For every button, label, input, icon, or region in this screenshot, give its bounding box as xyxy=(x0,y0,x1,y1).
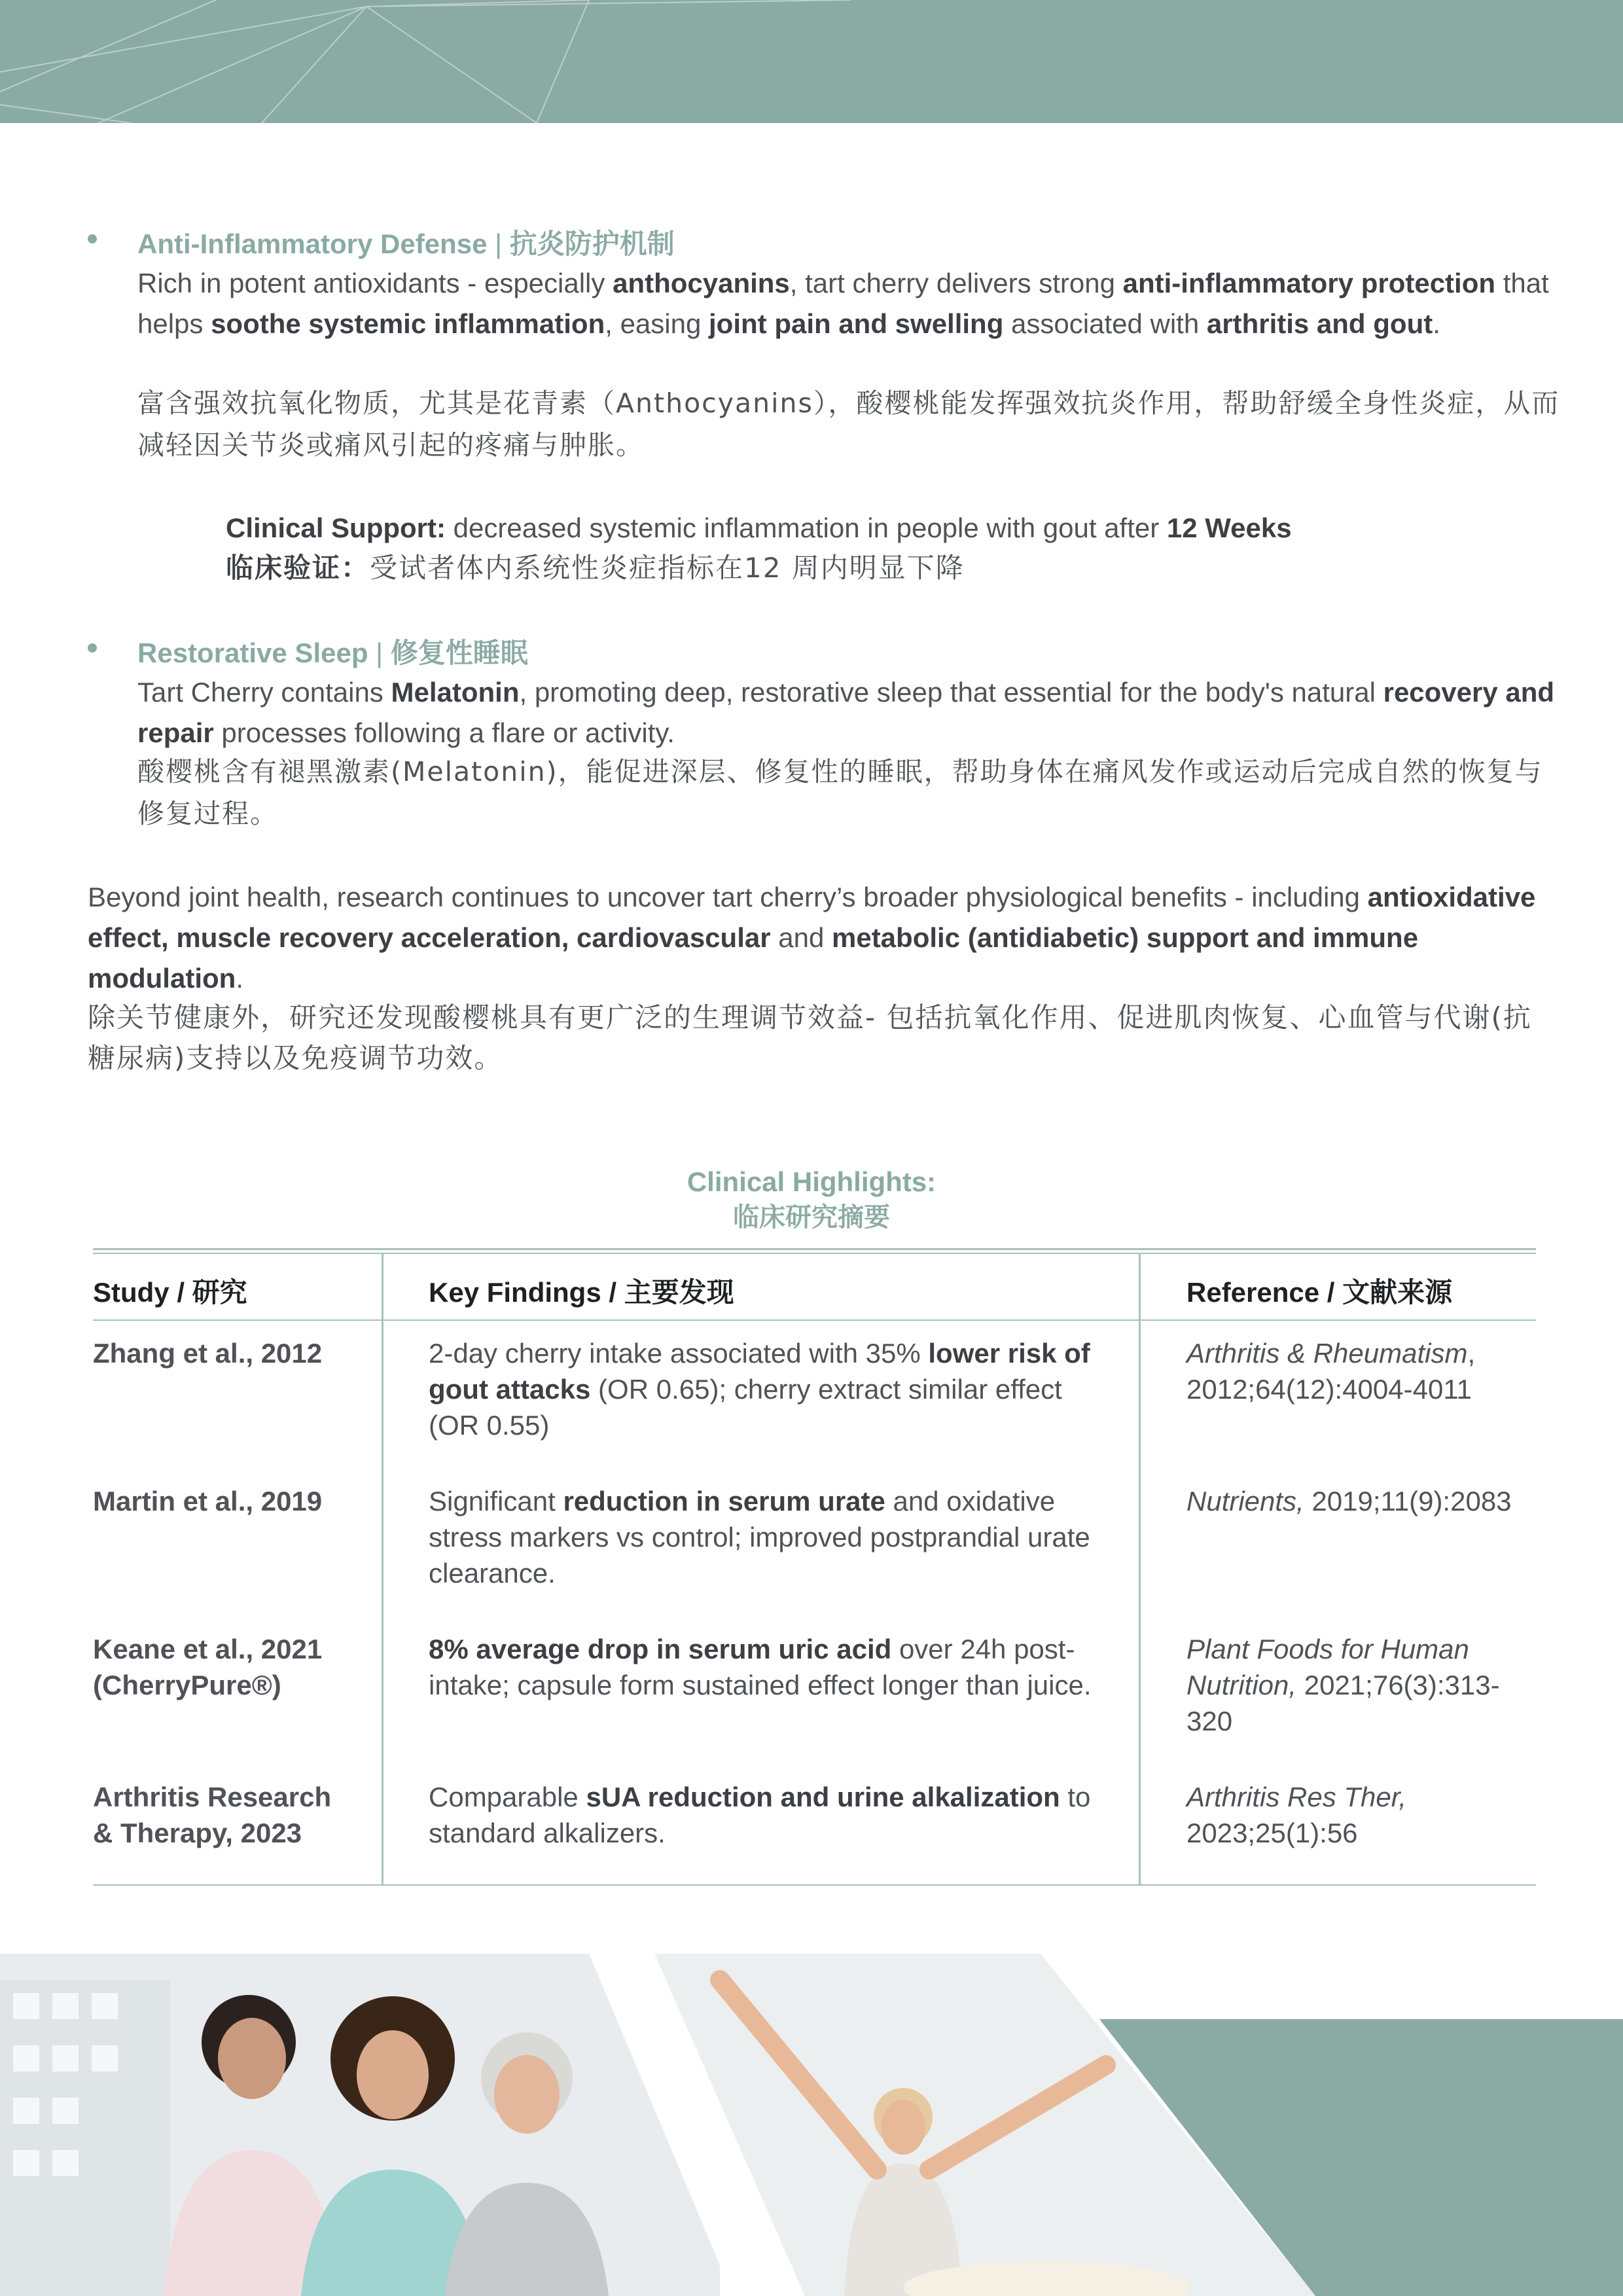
section-body-en: Rich in potent antioxidants - especially anthocyanins, tart cherry delivers strong anti-inflammatory protection that helps soothe systemic inflammation, easing joint pain and swelling associated with arthritis and gout. xyxy=(137,268,1549,339)
table-header-findings: Key Findings / 主要发现 xyxy=(429,1277,734,1308)
section-body-zh: 酸樱桃含有褪黑激素(Melatonin)，能促进深层、修复性的睡眠，帮助身体在痛风发作或运动后完成自然的恢复与修复过程。 xyxy=(137,756,1543,829)
highlights-title-en: Clinical Highlights: xyxy=(687,1166,936,1197)
beyond-paragraph-zh: 除关节健康外，研究还发现酸樱桃具有更广泛的生理调节效益- 包括抗氧化作用、促进肌肉恢复、心血管与代谢(抗糖尿病)支持以及免疫调节功效。 xyxy=(88,1001,1532,1074)
table-header-reference: Reference / 文献来源 xyxy=(1186,1277,1453,1308)
header-band xyxy=(0,0,1623,123)
section-title-en: Anti-Inflammatory Defense xyxy=(137,228,488,259)
beyond-paragraph-en: Beyond joint health, research continues to uncover tart cherry’s broader physiological benefits - including antioxidative effect, muscle recovery acceleration, cardiovascular and metabolic (antidiabetic) support and immune modulation. xyxy=(88,882,1536,994)
geometric-lines-decoration xyxy=(0,0,1623,123)
section-title xyxy=(137,632,528,671)
table-top-rule-inner xyxy=(93,1253,1536,1254)
photo-collage xyxy=(0,1954,1623,2296)
photo-collage-art xyxy=(0,1954,1623,2296)
table-cell-study: Arthritis Research & Therapy, 2023 xyxy=(93,1782,332,1848)
section-title xyxy=(137,223,675,262)
table-cell-reference: Plant Foods for Human Nutrition, 2021;76(3):313-320 xyxy=(1186,1634,1500,1736)
table-header-study: Study / 研究 xyxy=(93,1277,247,1308)
table-cell-study: Zhang et al., 2012 xyxy=(93,1338,323,1369)
table-divider xyxy=(382,1254,383,1884)
table-header-rule xyxy=(93,1319,1536,1321)
table-cell-finding: Significant reduction in serum urate and oxidative stress markers vs control; improved postprandial urate clearance. xyxy=(429,1486,1090,1588)
clinical-support-en: Clinical Support: decreased systemic inflammation in people with gout after 12 Weeks xyxy=(226,512,1292,543)
table-top-rule xyxy=(93,1248,1536,1250)
table-cell-study: Martin et al., 2019 xyxy=(93,1486,323,1516)
bullet-dot xyxy=(88,234,97,243)
section-title-zh: 修复性睡眠 xyxy=(390,637,528,668)
section-title-en: Restorative Sleep xyxy=(137,637,368,668)
highlights-title-zh: 临床研究摘要 xyxy=(733,1203,890,1232)
section-title-zh: 抗炎防护机制 xyxy=(509,228,675,259)
table-bottom-rule xyxy=(93,1884,1536,1886)
table-divider xyxy=(1139,1254,1141,1884)
table-cell-reference: Arthritis Res Ther, 2023;25(1):56 xyxy=(1186,1782,1407,1848)
section-body-zh: 富含强效抗氧化物质，尤其是花青素（Anthocyanins），酸樱桃能发挥强效抗炎作用，帮助舒缓全身性炎症，从而减轻因关节炎或痛风引起的疼痛与肿胀。 xyxy=(137,387,1560,461)
table-cell-study: Keane et al., 2021 (CherryPure®) xyxy=(93,1634,323,1700)
title-separator: | xyxy=(495,228,503,259)
bullet-dot xyxy=(88,643,97,653)
title-separator: | xyxy=(376,637,383,668)
table-cell-finding: 2-day cherry intake associated with 35% lower risk of gout attacks (OR 0.65); cherry extract similar effect (OR 0.55) xyxy=(429,1338,1090,1441)
table-cell-finding: 8% average drop in serum uric acid over 24h post-intake; capsule form sustained effect longer than juice. xyxy=(429,1634,1092,1700)
clinical-support-zh: 临床验证：受试者体内系统性炎症指标在12 周内明显下降 xyxy=(226,552,965,584)
table-cell-finding: Comparable sUA reduction and urine alkalization to standard alkalizers. xyxy=(429,1782,1091,1848)
table-cell-reference: Nutrients, 2019;11(9):2083 xyxy=(1186,1486,1512,1516)
table-cell-reference: Arthritis & Rheumatism, 2012;64(12):4004-4011 xyxy=(1186,1338,1476,1405)
section-body-en: Tart Cherry contains Melatonin, promoting deep, restorative sleep that essential for the body's natural recovery and repair processes following a flare or activity. xyxy=(137,677,1555,748)
